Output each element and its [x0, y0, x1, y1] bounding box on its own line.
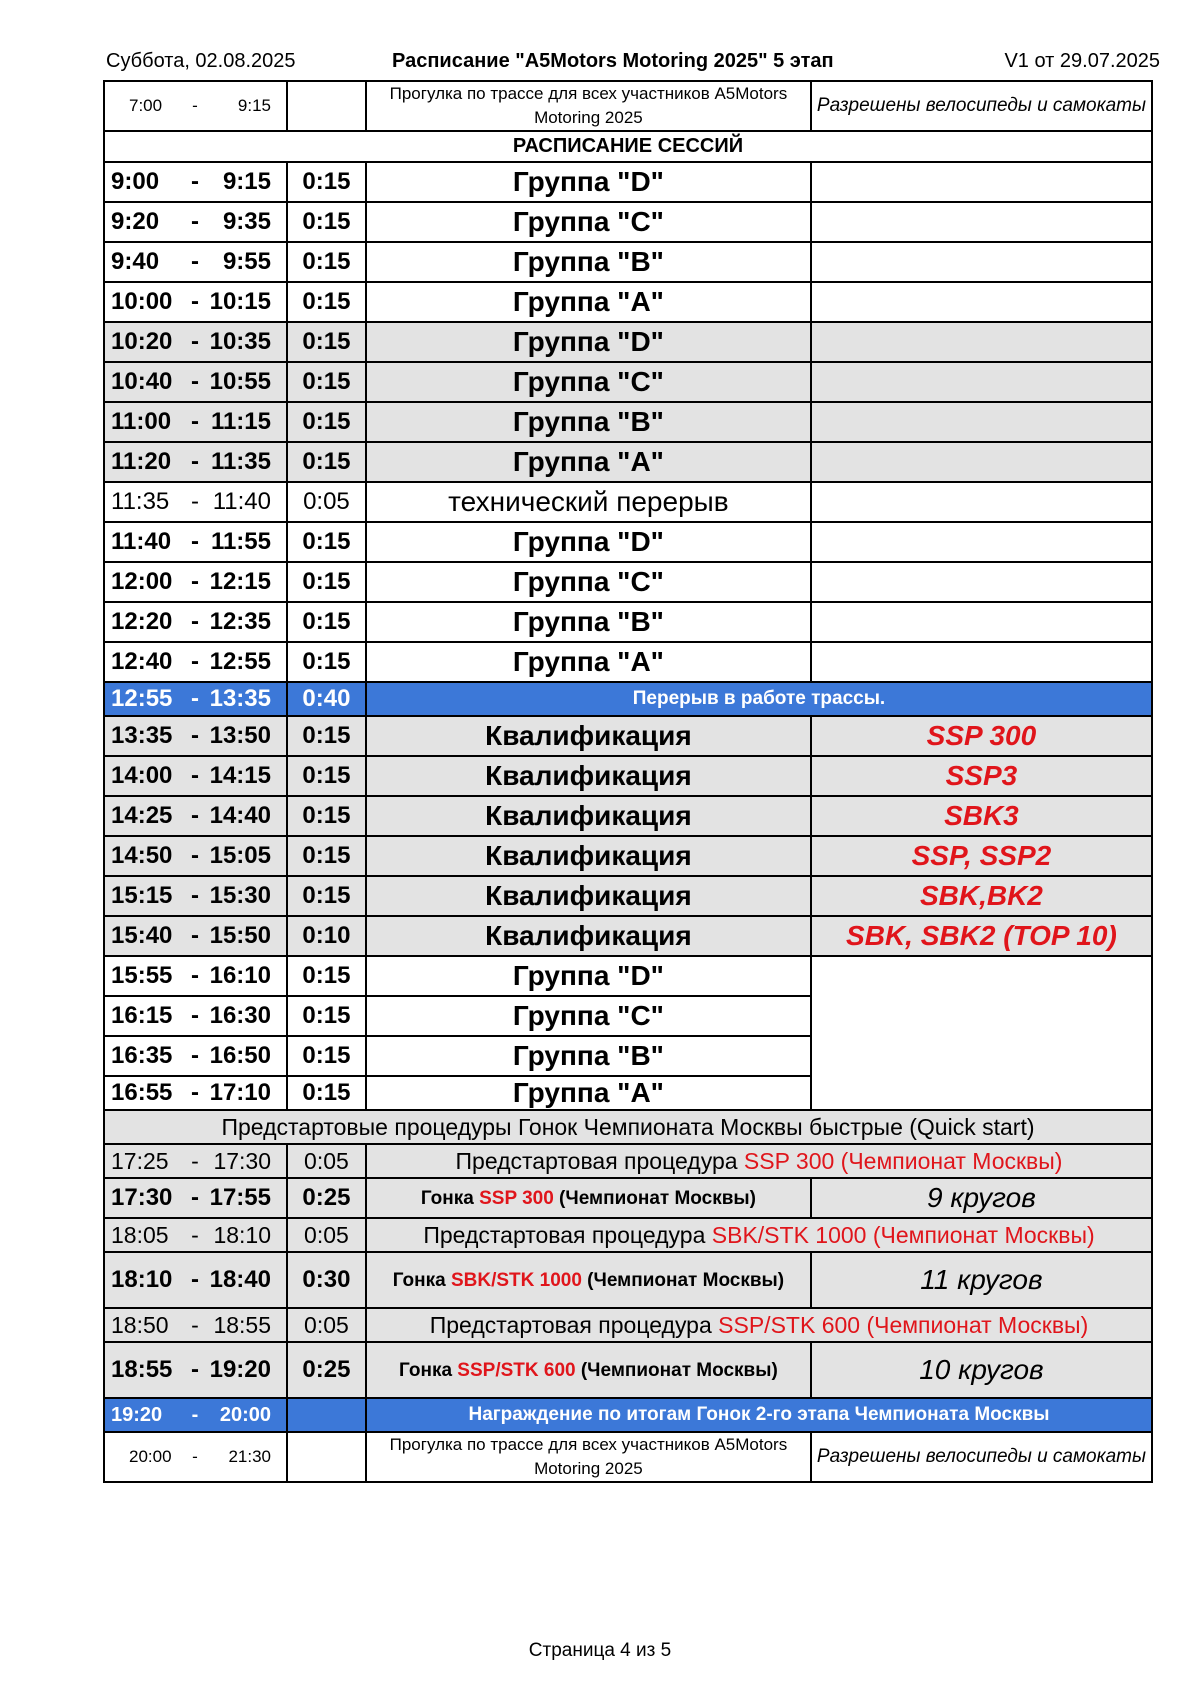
- note-cell: [811, 402, 1152, 442]
- start-time: 9:00: [111, 168, 160, 195]
- time-cell: [104, 242, 287, 282]
- table-row: [104, 242, 1152, 282]
- end-time: 14:15: [209, 762, 271, 789]
- section-title: РАСПИСАНИЕ СЕССИЙ: [104, 131, 1152, 162]
- table-row: [104, 796, 1152, 836]
- race-event-cell: Гонка SSP/STK 600 (Чемпионат Москвы): [366, 1342, 811, 1398]
- class-label: SSP, SSP2: [911, 840, 1052, 871]
- end-time: 12:15: [209, 568, 271, 595]
- table-row: [104, 682, 1152, 716]
- dash: -: [191, 842, 199, 869]
- time-cell: [104, 442, 287, 482]
- duration-cell: 0:05: [287, 1308, 366, 1342]
- duration-cell: 0:15: [287, 362, 366, 402]
- dash: -: [191, 1147, 199, 1174]
- end-time: 21:30: [228, 1447, 271, 1466]
- table-row: [104, 1178, 1152, 1218]
- start-time: 14:25: [111, 802, 173, 829]
- table-row: [104, 876, 1152, 916]
- time-cell: [104, 1432, 287, 1482]
- start-time: 16:55: [111, 1079, 173, 1106]
- start-time: 11:20: [111, 448, 172, 475]
- dash: -: [191, 802, 199, 829]
- dash: -: [191, 408, 199, 435]
- duration-cell: 0:25: [287, 1342, 366, 1398]
- event-cell: Прогулка по трассе для всех участников A5Motors Motoring 2025: [366, 81, 811, 131]
- event-cell: Квалификация: [366, 916, 811, 956]
- time-cell: [104, 602, 287, 642]
- class-label: SSP3: [945, 760, 1018, 791]
- duration-cell: 0:15: [287, 996, 366, 1036]
- table-row: [104, 956, 1152, 996]
- time-cell: [104, 1342, 287, 1398]
- prestart-event-cell: Предстартовая процедура SBK/STK 1000 (Чемпионат Москвы): [366, 1218, 1152, 1252]
- award-event-cell: Награждение по итогам Гонок 2-го этапа Чемпионата Москвы: [366, 1398, 1152, 1432]
- table-row: [104, 1432, 1152, 1482]
- class-note-cell: [811, 796, 1152, 836]
- event-cell: Группа "A": [366, 442, 811, 482]
- duration-cell: 0:15: [287, 242, 366, 282]
- end-time: 16:50: [209, 1042, 271, 1069]
- start-time: 15:40: [111, 922, 173, 949]
- start-time: 11:00: [111, 408, 172, 435]
- start-time: 10:00: [111, 288, 173, 315]
- event-cell: Группа "A": [366, 1076, 811, 1110]
- event-cell: Квалификация: [366, 796, 811, 836]
- time-cell: [104, 202, 287, 242]
- duration-cell: 0:30: [287, 1252, 366, 1308]
- header-date: Суббота, 02.08.2025: [106, 50, 296, 72]
- duration-cell: 0:15: [287, 162, 366, 202]
- end-time: 13:50: [209, 722, 271, 749]
- end-time: 11:15: [210, 408, 271, 435]
- duration-cell: 0:15: [287, 522, 366, 562]
- event-cell: Группа "B": [366, 602, 811, 642]
- event-cell: Группа "B": [366, 1036, 811, 1076]
- laps-label: 10 кругов: [919, 1354, 1044, 1385]
- class-label: SSP/STK 600: [457, 1359, 576, 1381]
- time-cell: [104, 1144, 287, 1178]
- class-label: SBK, SBK2 (TOP 10): [846, 920, 1117, 951]
- end-time: 15:50: [209, 922, 271, 949]
- dash: -: [191, 328, 199, 355]
- table-row: [104, 1308, 1152, 1342]
- start-time: 16:15: [111, 1002, 173, 1029]
- end-time: 10:55: [209, 368, 271, 395]
- time-cell: [104, 482, 287, 522]
- class-label: SSP 300 (Чемпионат Москвы): [743, 1147, 1063, 1174]
- dash: -: [191, 1266, 199, 1293]
- table-row: [104, 482, 1152, 522]
- note-cell: [811, 642, 1152, 682]
- end-time: 10:15: [209, 288, 271, 315]
- event-cell: Группа "B": [366, 402, 811, 442]
- class-label: SBK/STK 1000: [450, 1269, 582, 1291]
- dash: -: [191, 1042, 199, 1069]
- table-row: [104, 322, 1152, 362]
- time-cell: [104, 362, 287, 402]
- laps-cell: [811, 1178, 1152, 1218]
- duration-cell: 0:25: [287, 1178, 366, 1218]
- start-time: 20:00: [129, 1447, 172, 1466]
- note-cell: [811, 362, 1152, 402]
- table-row: [104, 716, 1152, 756]
- duration-cell: 0:15: [287, 876, 366, 916]
- time-cell: [104, 756, 287, 796]
- header-version: V1 от 29.07.2025: [1004, 50, 1160, 72]
- class-note-cell: [811, 876, 1152, 916]
- end-time: 13:35: [209, 685, 271, 712]
- note-cell: [811, 242, 1152, 282]
- duration-cell: 0:15: [287, 716, 366, 756]
- start-time: 13:35: [111, 722, 173, 749]
- class-label: SBK/STK 1000 (Чемпионат Москвы): [711, 1221, 1095, 1248]
- dash: -: [191, 1184, 199, 1211]
- dash: -: [191, 882, 199, 909]
- prestart-event-cell: Предстартовая процедура SSP 300 (Чемпионат Москвы): [366, 1144, 1152, 1178]
- end-time: 9:15: [222, 168, 271, 195]
- event-cell: технический перерыв: [366, 482, 811, 522]
- dash: -: [191, 1221, 199, 1248]
- class-note-cell: [811, 756, 1152, 796]
- time-cell: [104, 282, 287, 322]
- dash: -: [191, 922, 199, 949]
- note-cell: [811, 522, 1152, 562]
- duration-cell: 0:15: [287, 1076, 366, 1110]
- time-cell: [104, 1076, 287, 1110]
- time-cell: [104, 322, 287, 362]
- dash: -: [191, 762, 199, 789]
- start-time: 12:55: [111, 685, 173, 712]
- duration-cell: 0:15: [287, 956, 366, 996]
- dash: -: [191, 448, 199, 475]
- event-cell: Группа "D": [366, 322, 811, 362]
- header-title: Расписание "A5Motors Motoring 2025" 5 этап: [392, 50, 834, 72]
- note-cell: [811, 202, 1152, 242]
- duration-cell: 0:15: [287, 322, 366, 362]
- dash: -: [191, 368, 199, 395]
- start-time: 19:20: [111, 1403, 163, 1426]
- duration-cell: 0:15: [287, 402, 366, 442]
- duration-cell: 0:15: [287, 602, 366, 642]
- class-note-cell: [811, 716, 1152, 756]
- section-title-row: [104, 131, 1152, 162]
- note-cell: [811, 162, 1152, 202]
- table-row: [104, 442, 1152, 482]
- end-time: 11:35: [210, 448, 271, 475]
- time-cell: [104, 996, 287, 1036]
- end-time: 11:40: [212, 488, 271, 515]
- table-row: [104, 162, 1152, 202]
- note-cell: [811, 956, 1152, 1110]
- laps-cell: [811, 1342, 1152, 1398]
- table-row: [104, 1252, 1152, 1308]
- note-cell: [811, 482, 1152, 522]
- end-time: 17:55: [209, 1184, 271, 1211]
- table-row: [104, 282, 1152, 322]
- end-time: 9:55: [222, 248, 271, 275]
- table-row: [104, 562, 1152, 602]
- table-row: [104, 1144, 1152, 1178]
- event-cell: Квалификация: [366, 876, 811, 916]
- dash: -: [191, 648, 199, 675]
- duration-cell: 0:40: [287, 682, 366, 716]
- time-cell: [104, 1036, 287, 1076]
- laps-label: 9 кругов: [926, 1182, 1036, 1213]
- event-cell: Квалификация: [366, 756, 811, 796]
- end-time: 14:40: [209, 802, 271, 829]
- time-cell: [104, 162, 287, 202]
- class-label: SSP/STK 600 (Чемпионат Москвы): [718, 1311, 1089, 1338]
- event-cell: Группа "C": [366, 362, 811, 402]
- duration-cell: 0:05: [287, 482, 366, 522]
- table-row: [104, 642, 1152, 682]
- time-cell: [104, 956, 287, 996]
- start-time: 18:05: [111, 1221, 169, 1248]
- event-cell: Квалификация: [366, 836, 811, 876]
- table-row: [104, 522, 1152, 562]
- event-cell: Группа "D": [366, 956, 811, 996]
- duration-cell: 0:15: [287, 202, 366, 242]
- start-time: 15:15: [111, 882, 173, 909]
- time-cell: [104, 796, 287, 836]
- table-row: [104, 202, 1152, 242]
- table-row: 7:00 - 9:15 Прогулка по трассе для всех участников A5Motors Motoring 2025 Разрешены велосипеды и самокаты: [104, 81, 1152, 131]
- dash: -: [191, 1403, 199, 1426]
- event-cell: Группа "C": [366, 202, 811, 242]
- duration-cell: 0:05: [287, 1218, 366, 1252]
- start-time: 11:35: [111, 488, 170, 515]
- class-label: SSP 300: [479, 1187, 554, 1209]
- duration-cell: 0:15: [287, 442, 366, 482]
- start-time: 12:40: [111, 648, 173, 675]
- table-row: [104, 402, 1152, 442]
- schedule-table: [103, 80, 1153, 1483]
- start-time: 11:40: [111, 528, 172, 555]
- dash: -: [191, 962, 199, 989]
- start-time: 9:20: [111, 208, 160, 235]
- dash: -: [191, 1311, 199, 1338]
- note-cell: [811, 602, 1152, 642]
- end-time: 15:05: [209, 842, 271, 869]
- laps-label: 11 кругов: [920, 1264, 1043, 1295]
- start-time: 16:35: [111, 1042, 173, 1069]
- laps-cell: [811, 1252, 1152, 1308]
- end-time: 12:55: [209, 648, 271, 675]
- duration-cell: 0:15: [287, 642, 366, 682]
- class-label: SSP 300: [926, 720, 1037, 751]
- note-cell: Разрешены велосипеды и самокаты: [811, 81, 1152, 131]
- break-event-cell: Перерыв в работе трассы.: [366, 682, 1152, 716]
- event-cell: Группа "C": [366, 996, 811, 1036]
- dash: -: [191, 1079, 199, 1106]
- time-cell: [104, 642, 287, 682]
- duration-cell: [287, 1398, 366, 1432]
- table-row: [104, 836, 1152, 876]
- dash: -: [191, 288, 199, 315]
- dash: -: [191, 208, 199, 235]
- start-time: 10:20: [111, 328, 173, 355]
- start-time: 17:25: [111, 1147, 169, 1174]
- end-time: 17:30: [213, 1147, 271, 1174]
- event-cell: Группа "C": [366, 562, 811, 602]
- table-row: [104, 756, 1152, 796]
- note-cell: [811, 282, 1152, 322]
- race-event-cell: Гонка SBK/STK 1000 (Чемпионат Москвы): [366, 1252, 811, 1308]
- duration-cell: 0:15: [287, 282, 366, 322]
- event-cell: Группа "A": [366, 282, 811, 322]
- class-note-cell: [811, 836, 1152, 876]
- end-time: 12:35: [209, 608, 271, 635]
- time-cell: [104, 1252, 287, 1308]
- class-note-cell: [811, 916, 1152, 956]
- end-time: 17:10: [209, 1079, 271, 1106]
- end-time: 18:10: [213, 1221, 271, 1248]
- end-time: 10:35: [209, 328, 271, 355]
- prestart-event-cell: Предстартовая процедура SSP/STK 600 (Чемпионат Москвы): [366, 1308, 1152, 1342]
- dash: -: [191, 568, 199, 595]
- race-event-cell: Гонка SSP 300 (Чемпионат Москвы): [366, 1178, 811, 1218]
- end-time: 18:40: [209, 1266, 271, 1293]
- note-cell: Разрешены велосипеды и самокаты: [811, 1432, 1152, 1482]
- event-cell: Группа "B": [366, 242, 811, 282]
- event-cell: Квалификация: [366, 716, 811, 756]
- duration-cell: 0:05: [287, 1144, 366, 1178]
- event-cell: Группа "D": [366, 162, 811, 202]
- time-cell: [104, 402, 287, 442]
- table-row: [104, 1342, 1152, 1398]
- start-time: 18:10: [111, 1266, 173, 1293]
- end-time: 19:20: [209, 1356, 271, 1383]
- event-cell: Прогулка по трассе для всех участников A5Motors Motoring 2025: [366, 1432, 811, 1482]
- page-footer: Страница 4 из 5: [528, 1640, 672, 1661]
- duration-cell: 0:15: [287, 756, 366, 796]
- duration-cell: 0:15: [287, 796, 366, 836]
- dash: -: [191, 168, 199, 195]
- dash: -: [191, 1002, 199, 1029]
- dash: -: [191, 685, 199, 712]
- duration-cell: 0:15: [287, 1036, 366, 1076]
- end-time: 16:10: [209, 962, 271, 989]
- dash: -: [191, 488, 199, 515]
- event-cell: Группа "D": [366, 522, 811, 562]
- start-time: 9:40: [111, 248, 160, 275]
- class-label: SBK3: [944, 800, 1019, 831]
- start-time: 10:40: [111, 368, 173, 395]
- table-row: [104, 602, 1152, 642]
- time-cell: [104, 682, 287, 716]
- time-cell: [104, 1398, 287, 1432]
- start-time: 12:20: [111, 608, 173, 635]
- time-cell: [104, 876, 287, 916]
- time-cell: [104, 716, 287, 756]
- end-time: 18:55: [213, 1311, 271, 1338]
- prestart-title: Предстартовые процедуры Гонок Чемпионата Москвы быстрые (Quick start): [104, 1110, 1152, 1144]
- start-time: 14:50: [111, 842, 173, 869]
- time-cell: [104, 522, 287, 562]
- end-time: 11:55: [210, 528, 271, 555]
- class-label: SBK,BK2: [919, 880, 1043, 911]
- table-row: [104, 1110, 1152, 1144]
- dash: -: [191, 722, 199, 749]
- start-time: 12:00: [111, 568, 173, 595]
- duration-cell: 0:15: [287, 562, 366, 602]
- time-cell: [104, 1178, 287, 1218]
- table-row: [104, 1398, 1152, 1432]
- dash: -: [191, 608, 199, 635]
- time-cell: [104, 1218, 287, 1252]
- dash: -: [191, 248, 199, 275]
- start-time: 18:55: [111, 1356, 173, 1383]
- end-time: 16:30: [209, 1002, 271, 1029]
- table-row: [104, 916, 1152, 956]
- dash: -: [191, 528, 199, 555]
- start-time: 14:00: [111, 762, 173, 789]
- time-cell: [104, 1308, 287, 1342]
- end-time: 20:00: [219, 1403, 271, 1426]
- time-cell: [104, 562, 287, 602]
- dash: -: [192, 1447, 198, 1466]
- duration-cell: [287, 1432, 366, 1482]
- start-time: 15:55: [111, 962, 173, 989]
- end-time: 9:35: [222, 208, 271, 235]
- time-cell: [104, 836, 287, 876]
- note-cell: [811, 322, 1152, 362]
- dash: -: [191, 1356, 199, 1383]
- time-cell: [104, 916, 287, 956]
- event-cell: Группа "A": [366, 642, 811, 682]
- note-cell: [811, 442, 1152, 482]
- table-row: [104, 362, 1152, 402]
- start-time: 18:50: [111, 1311, 169, 1338]
- start-time: 17:30: [111, 1184, 173, 1211]
- table-row: [104, 1218, 1152, 1252]
- note-cell: [811, 562, 1152, 602]
- end-time: 15:30: [209, 882, 271, 909]
- duration-cell: 0:15: [287, 836, 366, 876]
- duration-cell: 0:10: [287, 916, 366, 956]
